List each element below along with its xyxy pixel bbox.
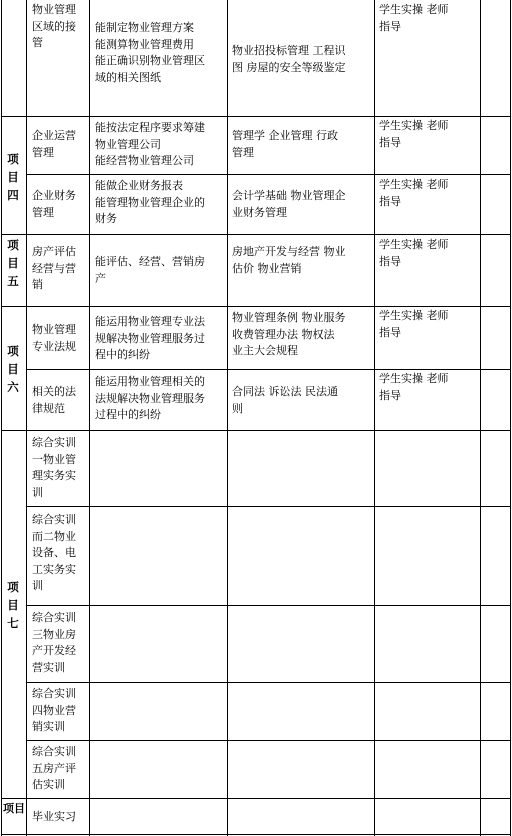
row-divider [1,116,511,117]
row-divider [26,682,511,683]
table-border-left [1,0,2,836]
knowledge-cell: 会计学基础 物业管理企 业财务管理 [232,189,346,219]
module-cell: 房产评估 经营与营 销 [32,245,76,291]
method-cell: 学生实操 老师 指导 [379,178,449,208]
knowledge-cell: 房地产开发与经营 物业 估价 物业营销 [232,245,346,275]
column-divider [374,0,375,836]
method-cell: 学生实操 老师 指导 [379,238,449,268]
column-divider [89,0,90,836]
module-cell: 综合实训 五房产评 估实训 [32,745,76,791]
module-cell: 物业管理 区域的接 管 [32,3,76,49]
method-cell: 学生实操 老师 指导 [379,3,449,33]
method-cell: 学生实操 老师 指导 [379,309,449,339]
ability-cell: 能按法定程序要求筹建 物业管理公司 能经营物业管理公司 [95,121,205,167]
project-label: 项 目 六 [7,344,19,394]
ability-cell: 能制定物业管理方案 能测算物业管理费用 能正确识别物业管理区 域的相关图纸 [95,21,205,84]
module-cell: 物业管理 专业法规 [32,323,76,353]
module-cell: 综合实训 三物业房 产开发经 营实训 [32,611,76,674]
knowledge-cell: 管理学 企业管理 行政 管理 [232,129,338,159]
row-divider [26,369,511,370]
project-label: 项 目 四 [7,152,19,202]
project-label: 项目 [3,802,25,815]
knowledge-cell: 物业招投标管理 工程识 图 房屋的安全等级鉴定 [232,44,346,74]
column-divider [480,0,481,836]
project-label: 项 目 五 [7,238,19,288]
module-cell: 毕业实习 [32,810,76,823]
column-divider [26,0,27,836]
table-border-bottom [1,834,511,835]
module-cell: 综合实训 而二物业 设备、电 工实务实 训 [32,513,76,592]
ability-cell: 能运用物业管理相关的 法规解决物业管理服务 过程中的纠纷 [95,375,205,421]
row-divider [1,306,511,307]
row-divider [1,234,511,235]
row-divider [1,430,511,431]
module-cell: 企业运营 管理 [32,129,76,159]
row-divider [26,605,511,606]
module-cell: 综合实训 四物业营 销实训 [32,687,76,733]
project-label: 项 目 七 [7,580,19,630]
row-divider [26,174,511,175]
row-divider [26,506,511,507]
row-divider [26,740,511,741]
method-cell: 学生实操 老师 指导 [379,119,449,149]
method-cell: 学生实操 老师 指导 [379,372,449,402]
ability-cell: 能运用物业管理专业法 规解决物业管理服务过 程中的纠纷 [95,315,205,361]
module-cell: 企业财务 管理 [32,189,76,219]
knowledge-cell: 物业管理条例 物业服务 收费管理办法 物权法 业主大会规程 [232,311,346,357]
ability-cell: 能做企业财务报表 能管理物业管理企业的 财务 [95,179,205,225]
ability-cell: 能评估、经营、营销房 产 [95,255,205,285]
module-cell: 相关的法 律规范 [32,385,76,415]
module-cell: 综合实训 一物业管 理实务实 训 [32,436,76,499]
column-divider [227,0,228,836]
row-divider [1,798,511,799]
table-border-right [510,0,511,836]
knowledge-cell: 合同法 诉讼法 民法通 则 [232,385,338,415]
